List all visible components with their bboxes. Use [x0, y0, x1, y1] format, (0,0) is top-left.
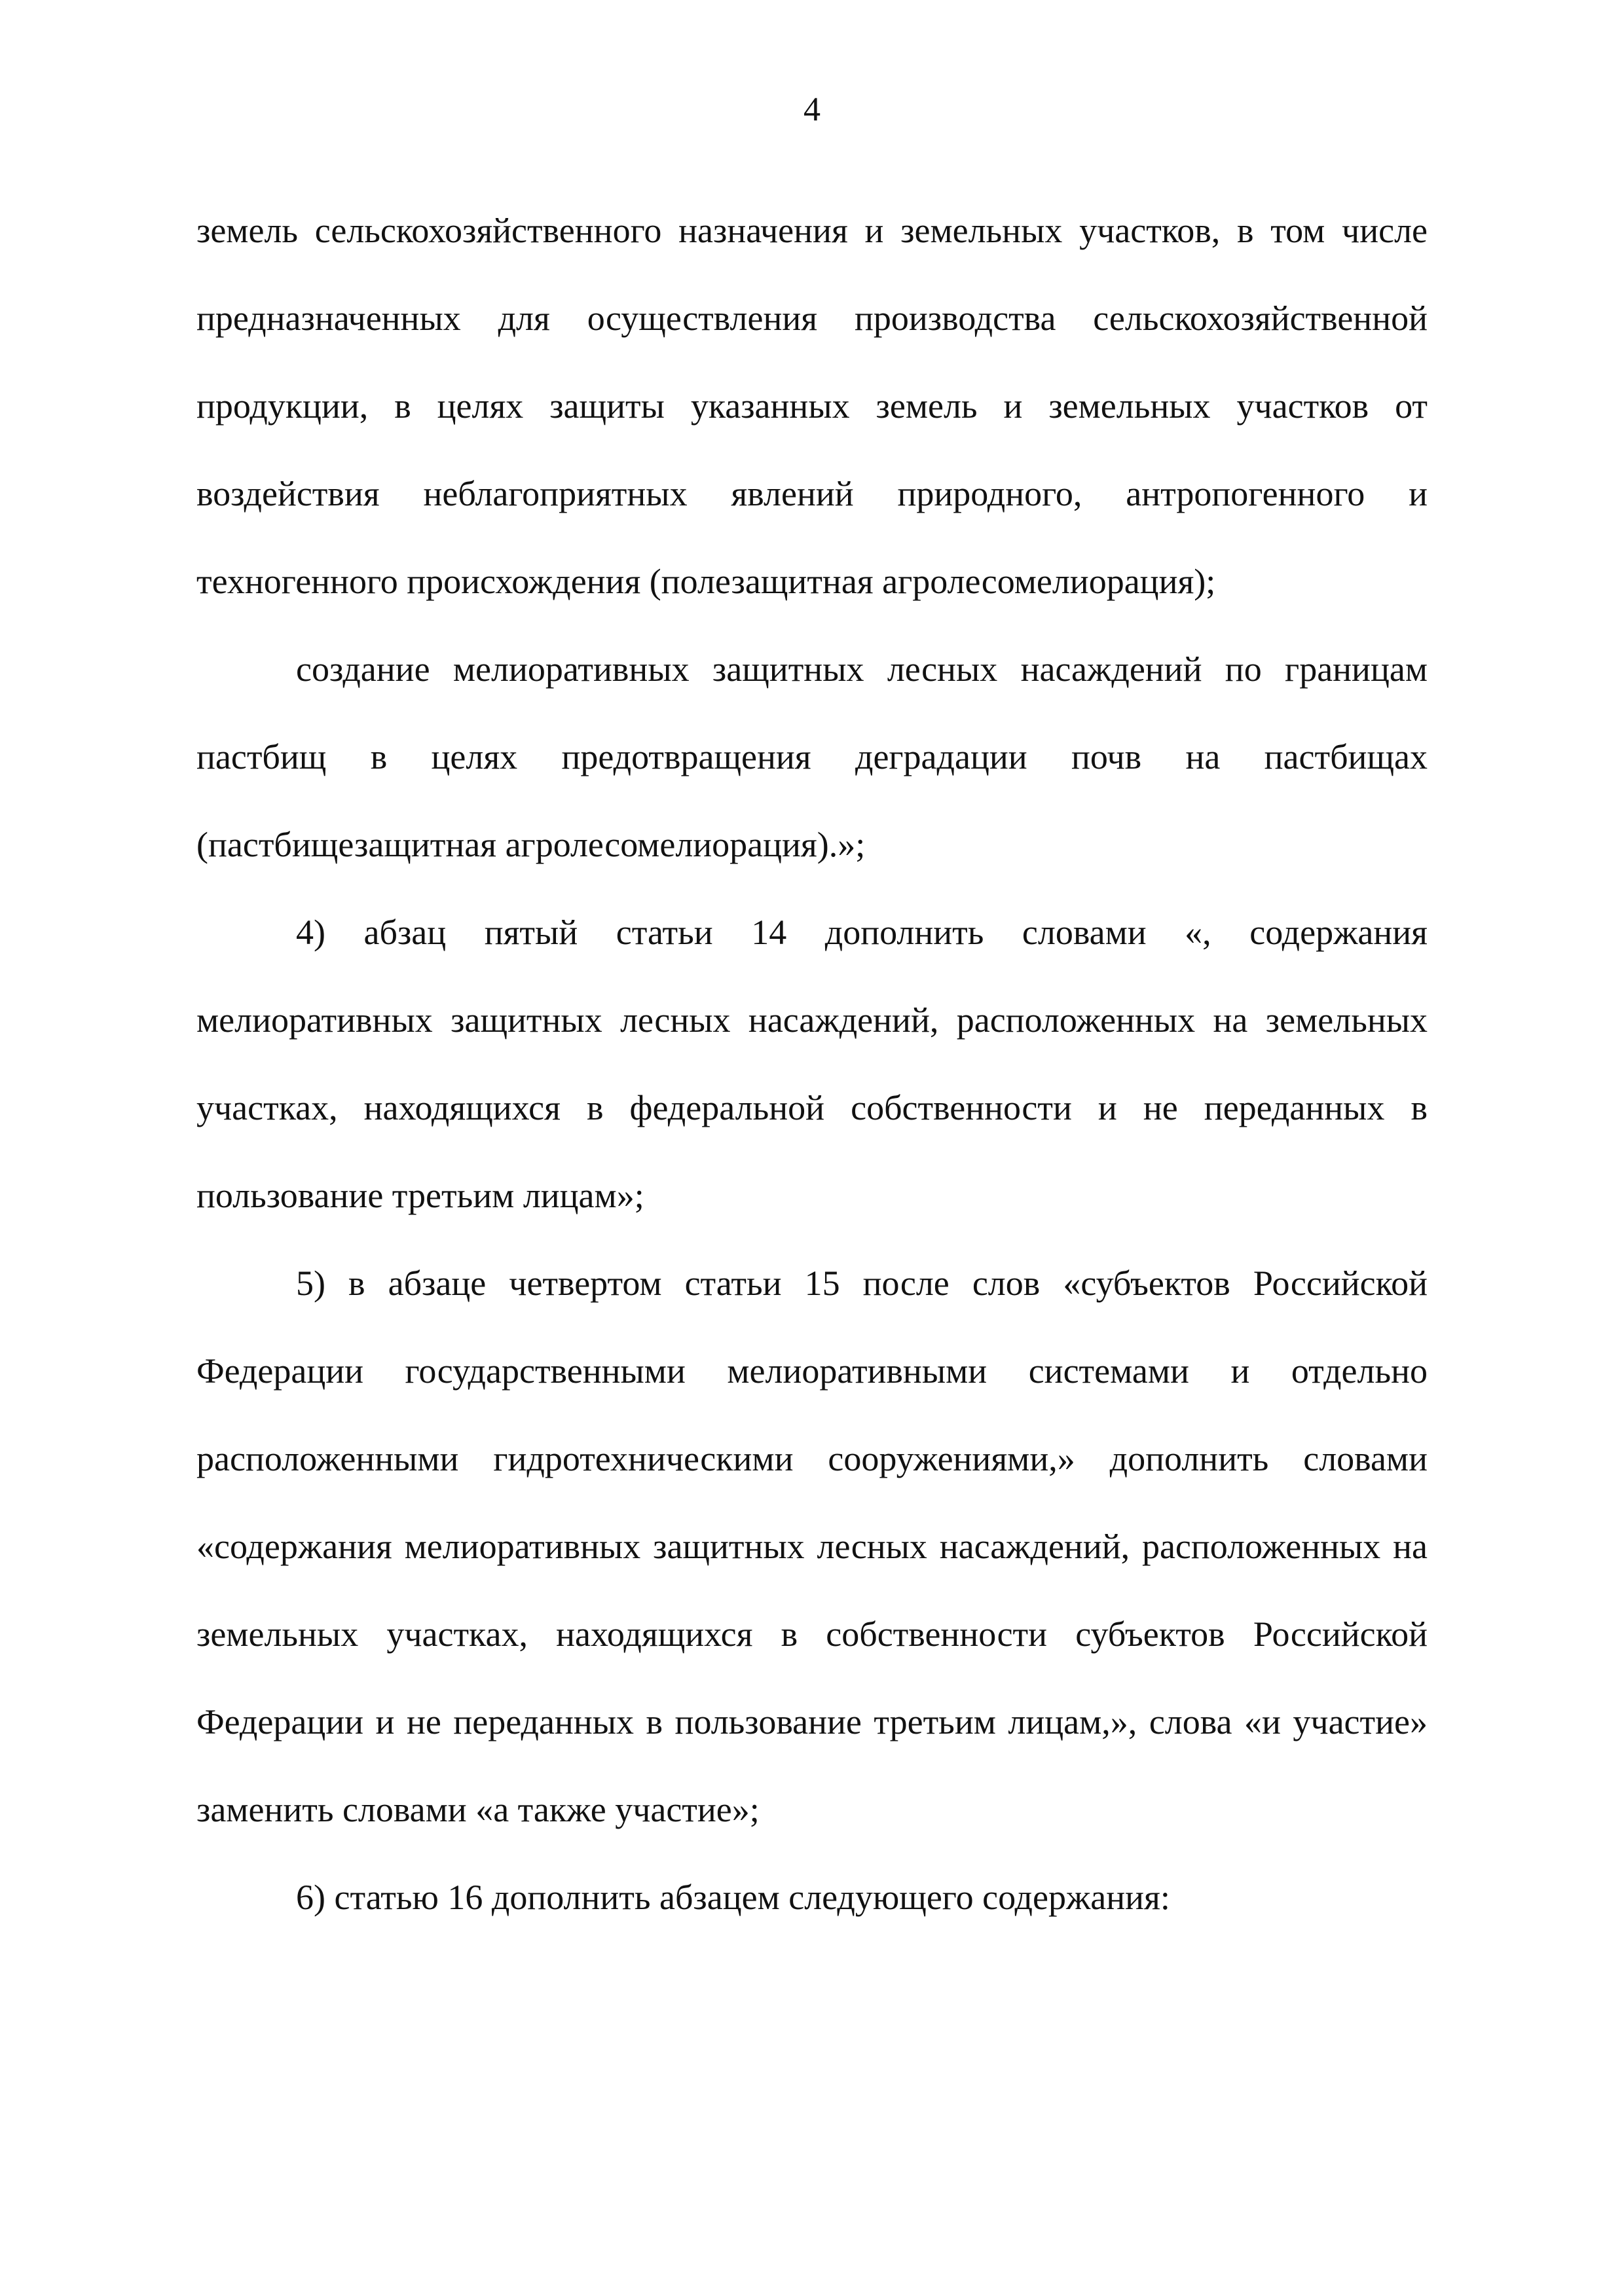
paragraph-item-6: 6) статью 16 дополнить абзацем следующего содержания:: [296, 1878, 1170, 1917]
document-body: [196, 187, 1428, 1941]
paragraph-continuation: земель сельскохозяйственного назначения и земельных участков, в том числе предназначенных для осуществления производства сельскохозяйственной продукции, в целях защиты указанных земель и земельных участков от воздействия неблагоприятных явлений природного, антропогенного и техногенного происхождения (полезащитная агролесомелиорация);: [196, 211, 1428, 601]
paragraph-pasture-protection: создание мелиоративных защитных лесных насаждений по границам пастбищ в целях предотвращения деградации почв на пастбищах (пастбищезащитная агролесомелиорация).»;: [196, 649, 1428, 864]
paragraph-item-4: 4) абзац пятый статьи 14 дополнить словами «, содержания мелиоративных защитных лесных насаждений, расположенных на земельных участках, находящихся в федеральной собственности и не переданных в пользование третьим лицам»;: [196, 913, 1428, 1215]
page-number: 4: [803, 91, 821, 128]
paragraph-item-5: 5) в абзаце четвертом статьи 15 после слов «субъектов Российской Федерации государственными мелиоративными системами и отдельно расположенными гидротехническими сооружениями,» дополнить словами «содержания мелиоративных защитных лесных насаждений, расположенных на земельных участках, находящихся в собственности субъектов Российской Федерации и не переданных в пользование третьим лицам,», слова «и участие» заменить словами «а также участие»;: [196, 1264, 1428, 1829]
